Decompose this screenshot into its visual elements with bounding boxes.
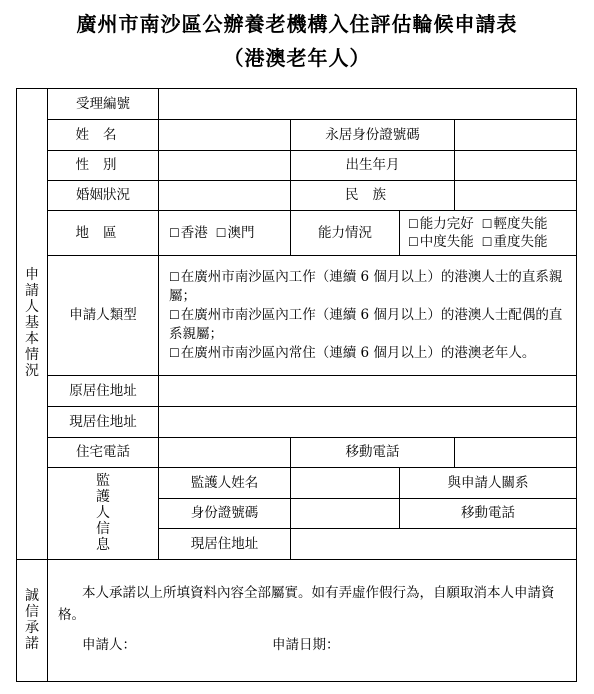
guardian-mobile-label: 移動電話 [400,499,577,529]
commitment-text: 本人承諾以上所填資料內容全部屬實。如有弄虛作假行為，自願取消本人申請資格。 [58,585,555,623]
id-number-field[interactable] [291,499,400,529]
ability-option-full[interactable]: ☐能力完好 [408,216,474,232]
marital-label: 婚姻狀況 [48,181,159,211]
ability-options [400,211,577,256]
current-address-field[interactable] [159,407,577,438]
marital-field[interactable] [159,181,291,211]
ethnicity-label: 民族 [291,181,455,211]
ethnicity-field[interactable] [455,181,577,211]
row-guardian-name [17,468,577,499]
section-guardian-label: 監護人信息 [96,472,110,553]
checkbox-icon[interactable]: ☐ [408,217,419,231]
residence-id-field[interactable] [455,120,577,151]
application-form-table [16,88,577,682]
row-original-address [17,376,577,407]
checkbox-icon[interactable]: ☐ [169,345,180,360]
accept-no-field[interactable] [159,89,577,120]
checkbox-icon[interactable]: ☐ [481,217,493,231]
home-phone-label: 住宅電話 [48,438,159,468]
checkbox-icon[interactable]: ☐ [169,308,180,323]
applicant-sign-label: 申請人： [82,637,136,653]
form-title: 廣州市南沙區公辦養老機構入住評估輪候申請表 [76,12,518,36]
checkbox-icon[interactable]: ☐ [408,235,419,249]
original-address-label: 原居住地址 [48,376,159,407]
region-option-hk[interactable]: ☐香港 [169,224,208,241]
signature-row [58,636,570,655]
original-address-field[interactable] [159,376,577,407]
applicant-type-option-1[interactable]: ☐在廣州市南沙區內工作（連續 6 個月以上）的港澳人士的直系親屬； [169,269,563,305]
row-name [17,120,577,151]
ability-label: 能力情況 [291,211,400,256]
row-phones [17,438,577,468]
region-label: 地區 [48,211,159,256]
section-applicant-info [17,89,48,560]
mobile-label: 移動電話 [291,438,455,468]
checkbox-icon[interactable]: ☐ [169,225,180,240]
guardian-address-label: 現居住地址 [159,529,291,560]
id-number-label: 身份證號碼 [159,499,291,529]
guardian-name-field[interactable] [291,468,400,499]
birth-field[interactable] [455,151,577,181]
row-marital [17,181,577,211]
name-field[interactable] [159,120,291,151]
residence-id-label: 永居身份證號碼 [291,120,455,151]
region-options [159,211,291,256]
applicant-type-option-2[interactable]: ☐在廣州市南沙區內工作（連續 6 個月以上）的港澳人士配偶的直系親屬； [169,307,563,342]
applicant-type-option-3[interactable]: ☐在廣州市南沙區內常住（連續 6 個月以上）的港澳老年人。 [169,344,536,361]
checkbox-icon[interactable]: ☐ [481,235,493,249]
section-guardian-info [48,468,159,560]
row-commitment [17,560,577,682]
accept-no-label: 受理編號 [48,89,159,120]
birth-label: 出生年月 [291,151,455,181]
form-subtitle: （港澳老年人） [223,46,371,70]
region-option-macau[interactable]: ☐澳門 [215,224,255,241]
gender-field[interactable] [159,151,291,181]
commitment-cell [48,560,577,682]
checkbox-icon[interactable]: ☐ [215,225,227,240]
mobile-field[interactable] [455,438,577,468]
row-accept-no [17,89,577,120]
row-region [17,211,577,256]
section-integrity [17,560,48,682]
ability-option-moderate[interactable]: ☐中度失能 [408,234,474,250]
guardian-name-label: 監護人姓名 [159,468,291,499]
section-applicant-label: 申請人基本情況 [25,267,39,380]
checkbox-icon[interactable]: ☐ [169,270,180,285]
applicant-type-options [159,256,577,376]
row-applicant-type [17,256,577,376]
ability-option-mild[interactable]: ☐輕度失能 [481,216,548,232]
home-phone-field[interactable] [159,438,291,468]
section-integrity-label: 誠信承諾 [25,587,39,652]
applicant-type-label: 申請人類型 [48,256,159,376]
current-address-label: 現居住地址 [48,407,159,438]
apply-date-label: 申請日期： [272,637,340,653]
row-current-address [17,407,577,438]
ability-option-severe[interactable]: ☐重度失能 [481,234,548,250]
guardian-address-field[interactable] [291,529,577,560]
relation-label: 與申請人關系 [400,468,577,499]
row-gender [17,151,577,181]
gender-label: 性別 [48,151,159,181]
name-label: 姓名 [48,120,159,151]
